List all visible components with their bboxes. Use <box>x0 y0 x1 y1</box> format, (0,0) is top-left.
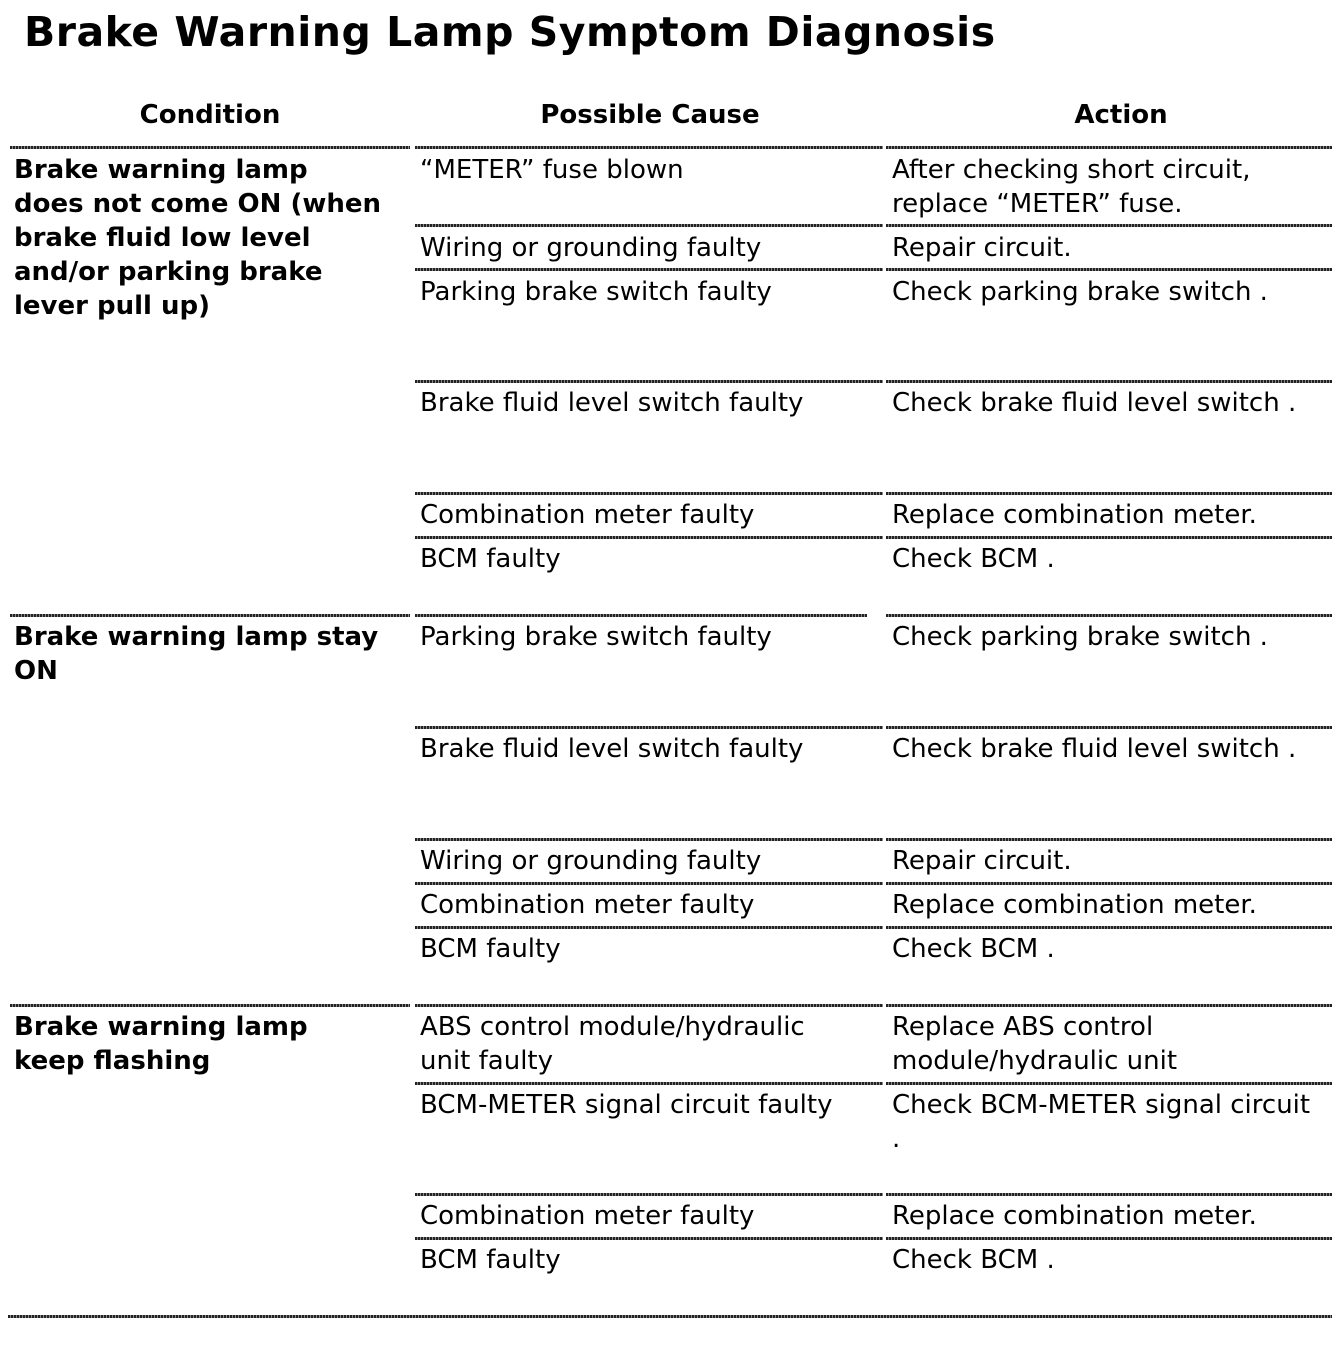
cause-line: ABS control module/hydraulic <box>420 1012 805 1042</box>
action-cell <box>892 1010 1177 1078</box>
cause-cell: “METER” fuse blown <box>420 155 684 185</box>
cause-cell: BCM faulty <box>420 544 561 574</box>
cause-cell: Brake fluid level switch faulty <box>420 388 804 418</box>
row-rule <box>415 1237 883 1240</box>
action-line: Replace ABS control <box>892 1012 1154 1042</box>
row-rule <box>415 268 883 271</box>
row-rule <box>886 268 1332 271</box>
condition-line: does not come ON (when <box>14 189 382 219</box>
condition-line: keep flashing <box>14 1046 211 1076</box>
group-rule <box>10 614 410 617</box>
row-rule <box>415 1082 883 1085</box>
action-cell: Check BCM . <box>892 544 1055 574</box>
action-cell: Replace combination meter. <box>892 890 1257 920</box>
cause-cell: BCM faulty <box>420 1245 561 1275</box>
condition-line: Brake warning lamp <box>14 155 308 185</box>
row-rule <box>886 838 1332 841</box>
action-cell: Check parking brake switch . <box>892 622 1268 652</box>
row-rule <box>415 838 883 841</box>
cause-cell: Wiring or grounding faulty <box>420 846 762 876</box>
action-cell: Check BCM . <box>892 1245 1055 1275</box>
row-rule <box>886 224 1332 227</box>
action-cell: Replace combination meter. <box>892 500 1257 530</box>
row-rule <box>415 1193 883 1196</box>
action-cell: Check BCM . <box>892 934 1055 964</box>
cause-cell: Combination meter faulty <box>420 1201 755 1231</box>
action-line: replace “METER” fuse. <box>892 189 1183 219</box>
cause-cell: Parking brake switch faulty <box>420 622 772 652</box>
row-rule <box>886 726 1332 729</box>
cause-cell: Combination meter faulty <box>420 500 755 530</box>
condition-line: Brake warning lamp stay <box>14 622 379 652</box>
row-rule <box>415 492 883 495</box>
condition-line: and/or parking brake <box>14 257 323 287</box>
header-possible-cause: Possible Cause <box>540 100 760 130</box>
table-bottom-rule <box>8 1315 1332 1318</box>
group-rule <box>886 614 1332 617</box>
cause-cell: Combination meter faulty <box>420 890 755 920</box>
condition-line: brake fluid low level <box>14 223 311 253</box>
row-rule <box>886 926 1332 929</box>
action-cell: Repair circuit. <box>892 846 1072 876</box>
condition-line: lever pull up) <box>14 291 211 321</box>
action-cell: Check brake fluid level switch . <box>892 388 1297 418</box>
row-rule <box>415 726 883 729</box>
cause-line: unit faulty <box>420 1046 554 1076</box>
header-condition: Condition <box>139 100 281 130</box>
group-rule <box>415 614 867 617</box>
action-cell <box>892 153 1250 221</box>
condition-cell <box>14 153 412 323</box>
action-line: After checking short circuit, <box>892 155 1251 185</box>
action-cell: Check parking brake switch . <box>892 277 1268 307</box>
group-rule <box>415 1004 883 1007</box>
cause-cell: Parking brake switch faulty <box>420 277 772 307</box>
action-line: Check BCM-METER signal circuit <box>892 1090 1311 1120</box>
action-cell: Replace combination meter. <box>892 1201 1257 1231</box>
table-rule <box>415 146 883 149</box>
row-rule <box>886 882 1332 885</box>
row-rule <box>415 882 883 885</box>
row-rule <box>886 1082 1332 1085</box>
cause-cell: Wiring or grounding faulty <box>420 233 762 263</box>
row-rule <box>886 1193 1332 1196</box>
cause-cell <box>420 1010 805 1078</box>
group-rule <box>886 1004 1332 1007</box>
row-rule <box>886 492 1332 495</box>
action-cell: Repair circuit. <box>892 233 1072 263</box>
row-rule <box>415 926 883 929</box>
row-rule <box>415 380 883 383</box>
table-rule <box>886 146 1332 149</box>
row-rule <box>886 380 1332 383</box>
cause-cell: Brake fluid level switch faulty <box>420 734 804 764</box>
cause-cell: BCM-METER signal circuit faulty <box>420 1090 833 1120</box>
group-rule <box>10 1004 410 1007</box>
action-cell: Check brake fluid level switch . <box>892 734 1297 764</box>
condition-line: Brake warning lamp <box>14 1012 308 1042</box>
page-title: Brake Warning Lamp Symptom Diagnosis <box>24 8 996 56</box>
action-line: . <box>892 1124 901 1154</box>
condition-line: ON <box>14 656 58 686</box>
condition-cell <box>14 1010 412 1078</box>
row-rule <box>886 1237 1332 1240</box>
cause-cell: BCM faulty <box>420 934 561 964</box>
row-rule <box>415 536 883 539</box>
row-rule <box>415 224 883 227</box>
condition-cell <box>14 620 412 688</box>
header-action: Action <box>1074 100 1168 130</box>
action-cell <box>892 1088 1344 1156</box>
table-rule <box>10 146 410 149</box>
row-rule <box>886 536 1332 539</box>
action-line: module/hydraulic unit <box>892 1046 1178 1076</box>
